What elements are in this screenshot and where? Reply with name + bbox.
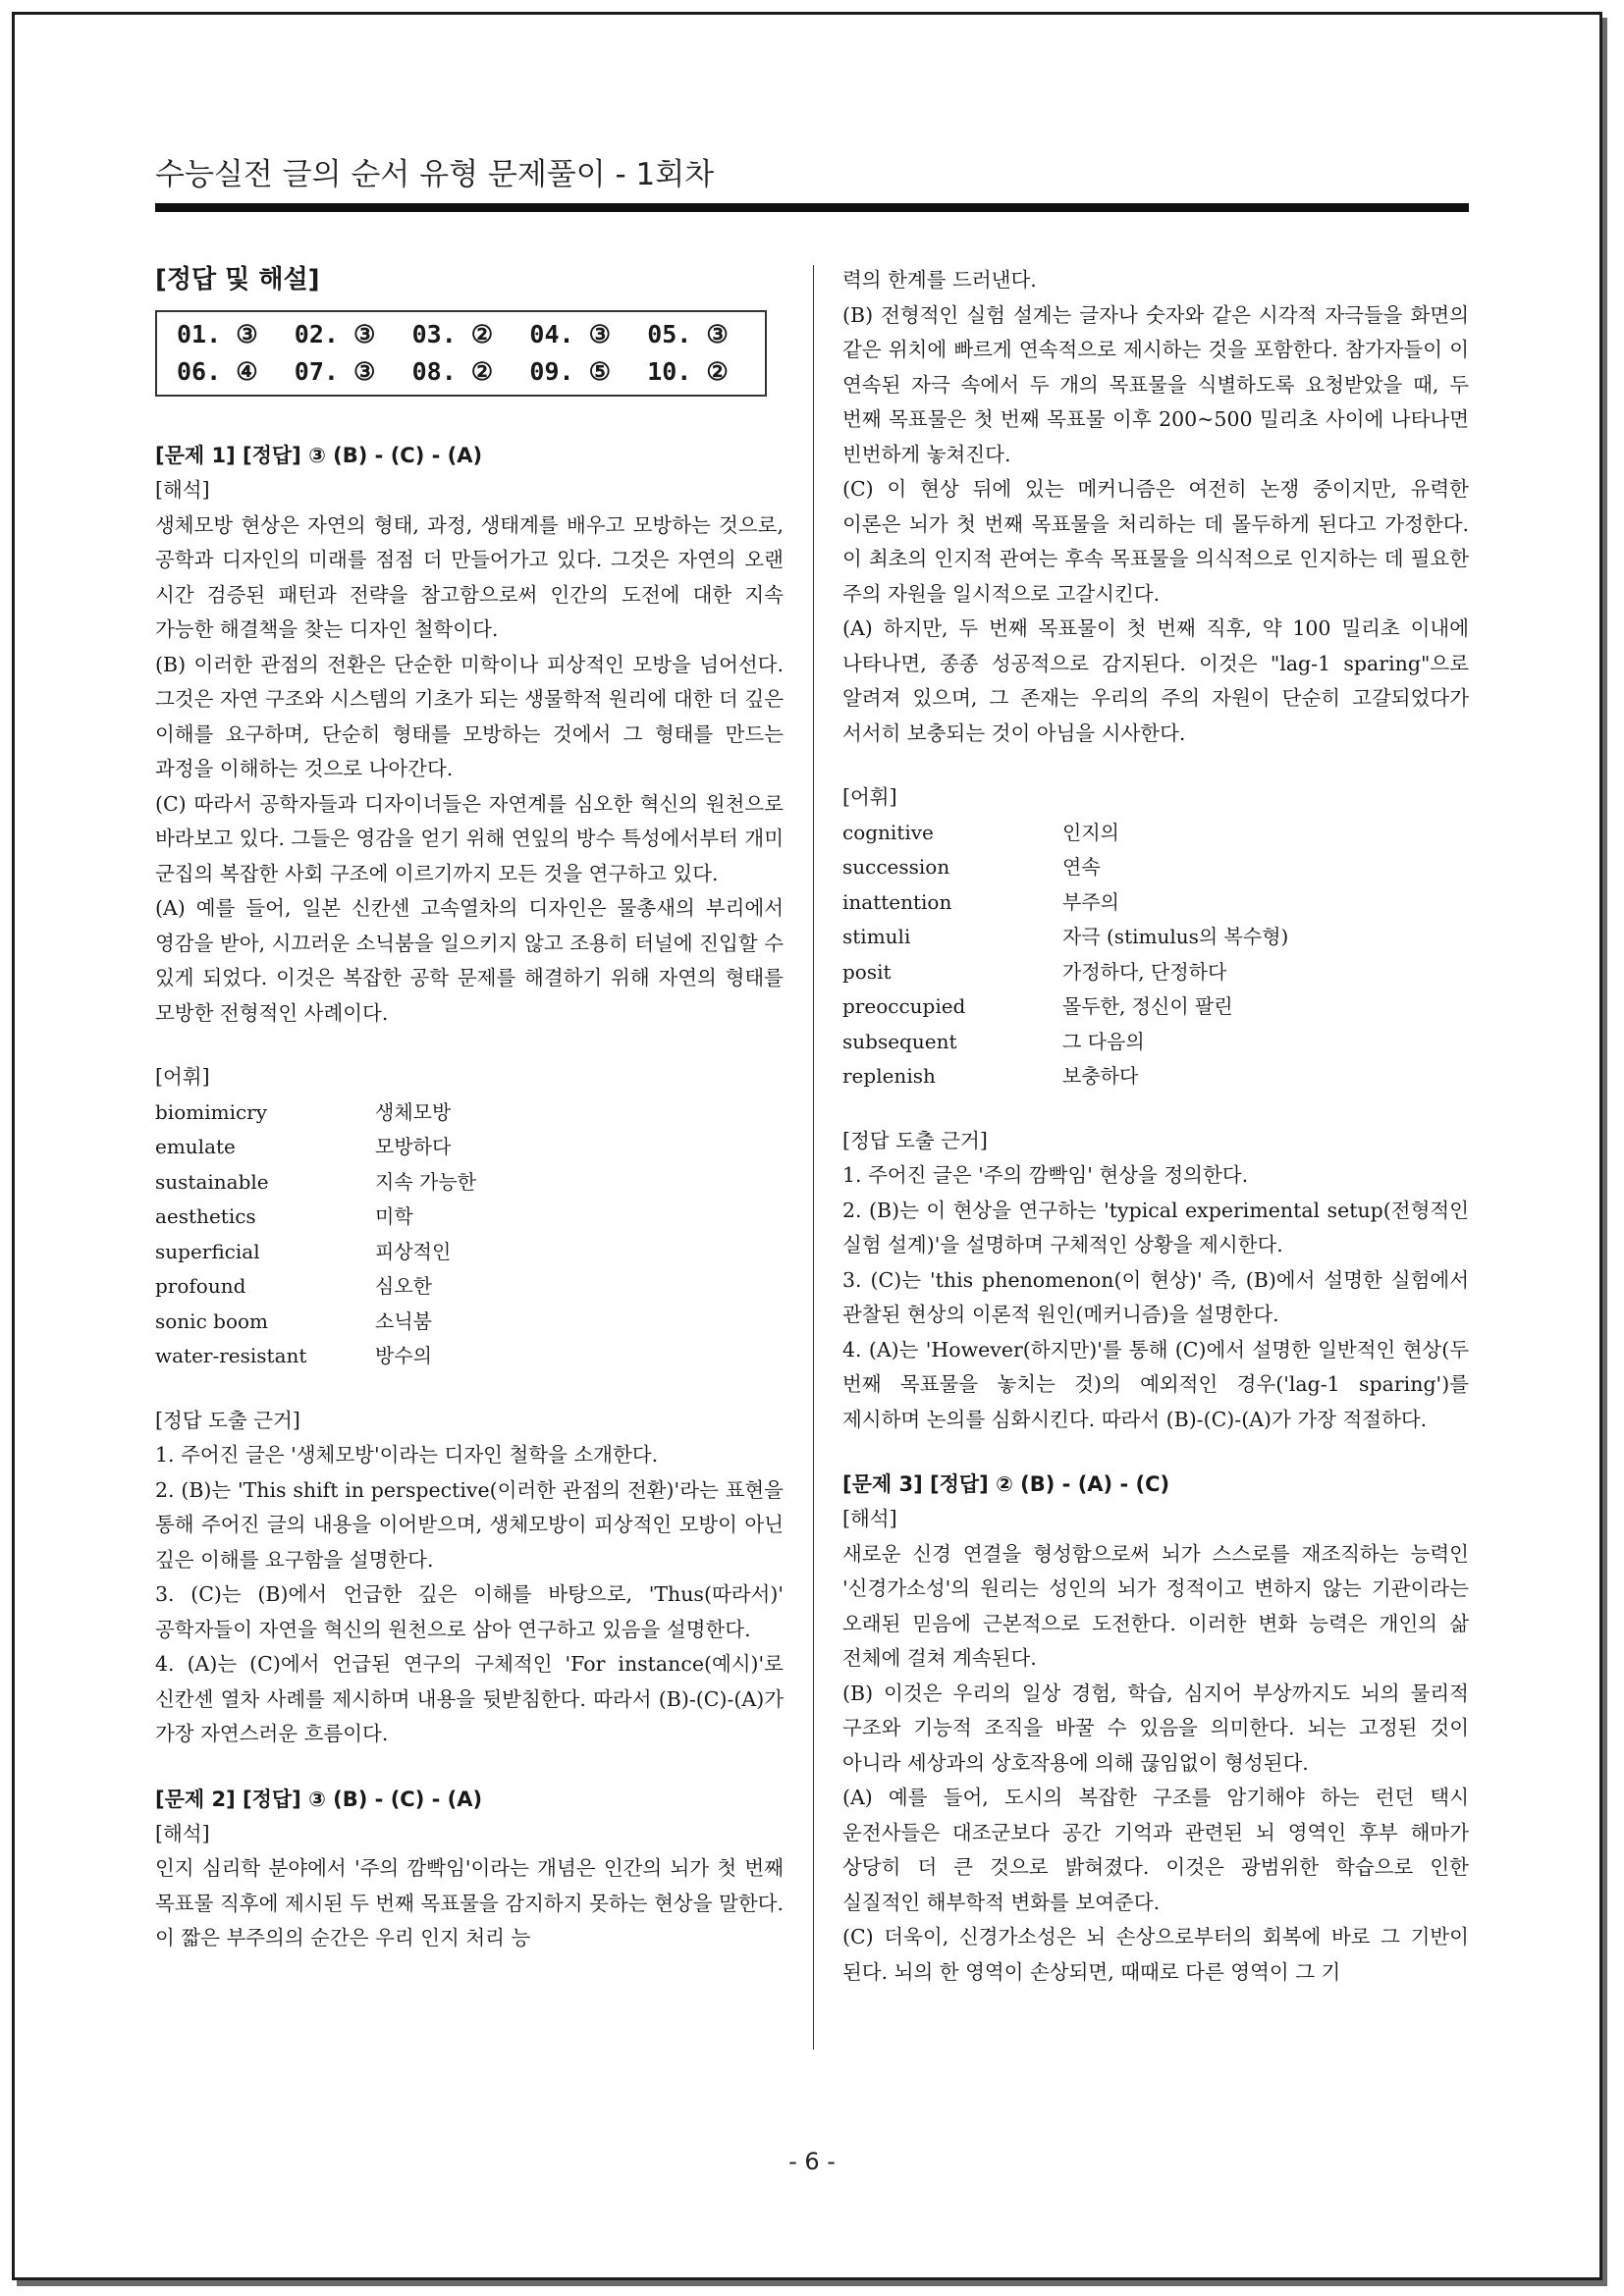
left-column (155, 263, 784, 1956)
vocab-row (155, 1305, 784, 1340)
vocab-meaning: 미학 (375, 1204, 413, 1228)
answer-cell: 04. ③ (529, 320, 612, 348)
vocab-meaning: 가정하다, 단정하다 (1062, 959, 1227, 984)
vocab-meaning: 생체모방 (375, 1099, 452, 1124)
vocab-term: posit (842, 959, 892, 984)
vocab-meaning: 방수의 (375, 1344, 432, 1367)
answer-row (177, 316, 765, 353)
vocab-meaning: 소닉붐 (375, 1308, 432, 1333)
question-3-title: [문제 3] [정답] ② (B) - (A) - (C) (842, 1472, 1170, 1496)
interpretation-label: [해석] (155, 1821, 210, 1845)
vocab-row (155, 1130, 784, 1165)
vocab-meaning: 그 다음의 (1062, 1029, 1145, 1053)
vocab-row (155, 1095, 784, 1131)
q2-rationale-4: 4. (A)는 'However(하지만)'를 통해 (C)에서 설명한 일반적인 현상(두 번째 목표물을 놓치는 것)의 예외적인 경우('lag-1 sparing')를 제시하며 논의를 심화시킨다. 따라서 (B)-(C)-(A)가 가장 적절하다. (842, 1337, 1469, 1431)
answer-cell: 02. ③ (294, 320, 376, 348)
vocab-row (842, 920, 1469, 955)
vocab-label: [어휘] (155, 1065, 210, 1089)
q2-rationale-2: 2. (B)는 이 현상을 연구하는 'typical experimental setup(전형적인 실험 설계)'을 설명하며 구체적인 상황을 제시한다. (842, 1198, 1469, 1256)
q2-vocab-list (842, 816, 1469, 1095)
vocab-row (155, 1200, 784, 1235)
answer-cell: 01. ③ (177, 320, 258, 348)
vocab-term: profound (155, 1274, 246, 1298)
question-2-title: [문제 2] [정답] ③ (B) - (C) - (A) (155, 1787, 483, 1811)
vocab-meaning: 몰두한, 정신이 팔린 (1062, 994, 1233, 1018)
q2-paragraph-a: (A) 하지만, 두 번째 목표물이 첫 번째 직후, 약 100 밀리초 이내에 나타나면, 종종 성공적으로 감지된다. 이것은 "lag-1 sparing"으로 알려져 있으며, 그 존재는 우리의 주의 자원이 단순히 고갈되었다가 서서히 보충되는 것이 아님을 시사한다. (842, 616, 1469, 745)
answer-key-heading: [정답 및 해설] (155, 265, 320, 294)
vocab-row (155, 1269, 784, 1305)
vocab-row (155, 1339, 784, 1374)
vocab-meaning: 피상적인 (375, 1239, 452, 1263)
vocab-label: [어휘] (842, 785, 897, 809)
vocab-term: superficial (155, 1239, 260, 1263)
q1-paragraph-intro: 생체모방 현상은 자연의 형태, 과정, 생태계를 배우고 모방하는 것으로, 공학과 디자인의 미래를 점점 더 만들어가고 있다. 그것은 자연의 오랜 시간 검증된 패턴과 전략을 참고함으로써 인간의 도전에 대한 지속 가능한 해결책을 찾는 디자인 철학이다. (155, 512, 784, 641)
vocab-row (155, 1165, 784, 1201)
q2-paragraph-c: (C) 이 현상 뒤에 있는 메커니즘은 여전히 논쟁 중이지만, 유력한 이론은 뇌가 첫 번째 목표물을 처리하는 데 몰두하게 된다고 가정한다. 이 최초의 인지적 관여는 후속 목표물을 의식적으로 인지하는 데 필요한 주의 자원을 일시적으로 고갈시킨다. (842, 477, 1469, 606)
vocab-term: inattention (842, 889, 952, 914)
answer-cell: 05. ③ (647, 320, 729, 348)
q2-paragraph-intro: 인지 심리학 분야에서 '주의 깜빡임'이라는 개념은 인간의 뇌가 첫 번째 목표물 직후에 제시된 두 번째 목표물을 감지하지 못하는 현상을 말한다. 이 짧은 부주의의 순간은 우리 인지 처리 능 (155, 1856, 784, 1949)
page-title: 수능실전 글의 순서 유형 문제풀이 - 1회차 (155, 157, 715, 192)
vocab-row (842, 850, 1469, 885)
vocab-meaning: 지속 가능한 (375, 1169, 476, 1194)
answer-cell: 03. ② (411, 320, 494, 348)
vocab-meaning: 심오한 (375, 1274, 432, 1298)
interpretation-label: [해석] (155, 478, 210, 502)
q1-paragraph-c: (C) 따라서 공학자들과 디자이너들은 자연계를 심오한 혁신의 원천으로 바라보고 있다. 그들은 영감을 얻기 위해 연잎의 방수 특성에서부터 개미 군집의 복잡한 사회 구조에 이르기까지 모든 것을 연구하고 있다. (155, 791, 784, 885)
answer-cell: 09. ⑤ (529, 357, 612, 386)
q3-paragraph-c: (C) 더욱이, 신경가소성은 뇌 손상으로부터의 회복에 바로 그 기반이 된다. 뇌의 한 영역이 손상되면, 때때로 다른 영역이 그 기 (842, 1925, 1469, 1984)
rationale-label: [정답 도출 근거] (155, 1408, 300, 1432)
vocab-row (842, 989, 1469, 1025)
vocab-row (842, 885, 1469, 921)
rationale-label: [정답 도출 근거] (842, 1128, 988, 1152)
vocab-meaning: 연속 (1062, 855, 1101, 879)
q1-vocab-list (155, 1095, 784, 1374)
answer-key-box (155, 310, 767, 397)
vocab-term: biomimicry (155, 1099, 268, 1124)
vocab-row (842, 1059, 1469, 1095)
vocab-row (155, 1235, 784, 1270)
q2-rationale-3: 3. (C)는 'this phenomenon(이 현상)' 즉, (B)에서 설명한 실험에서 관찰된 현상의 이론적 원인(메커니즘)을 설명한다. (842, 1267, 1469, 1326)
q1-rationale-4: 4. (A)는 (C)에서 언급된 연구의 구체적인 'For instance(예시)'로 신칸센 열차 사례를 제시하며 내용을 뒷받침한다. 따라서 (B)-(C)-(A)가 가장 자연스러운 흐름이다. (155, 1652, 784, 1745)
interpretation-label: [해석] (842, 1507, 897, 1530)
vocab-term: emulate (155, 1135, 236, 1158)
answer-cell: 07. ③ (294, 357, 376, 386)
q2-paragraph-intro-continued: 력의 한계를 드러낸다. (842, 268, 1037, 292)
q1-paragraph-a: (A) 예를 들어, 일본 신칸센 고속열차의 디자인은 물총새의 부리에서 영감을 받아, 시끄러운 소닉붐을 일으키지 않고 조용히 터널에 진입할 수 있게 되었다. 이것은 복잡한 공학 문제를 해결하기 위해 자연의 형태를 모방한 전형적인 사례이다. (155, 896, 784, 1025)
q3-paragraph-b: (B) 이것은 우리의 일상 경험, 학습, 심지어 부상까지도 뇌의 물리적 구조와 기능적 조직을 바꿀 수 있음을 의미한다. 뇌는 고정된 것이 아니라 세상과의 상호작용에 의해 끊임없이 형성된다. (842, 1681, 1469, 1775)
vocab-row (842, 1025, 1469, 1060)
q1-rationale-3: 3. (C)는 (B)에서 언급한 깊은 이해를 바탕으로, 'Thus(따라서)' 공학자들이 자연을 혁신의 원천으로 삼아 연구하고 있음을 설명한다. (155, 1582, 784, 1641)
q3-paragraph-intro: 새로운 신경 연결을 형성함으로써 뇌가 스스로를 재조직하는 능력인 '신경가소성'의 원리는 성인의 뇌가 정적이고 변하지 않는 기관이라는 오래된 믿음에 근본적으로 도전한다. 이러한 변화 능력은 개인의 삶 전체에 걸쳐 계속된다. (842, 1541, 1469, 1670)
answer-cell: 10. ② (647, 357, 729, 386)
q2-paragraph-b: (B) 전형적인 실험 설계는 글자나 숫자와 같은 시각적 자극들을 화면의 같은 위치에 빠르게 연속적으로 제시하는 것을 포함한다. 참가자들이 이 연속된 자극 속에서 두 개의 목표물을 식별하도록 요청받았을 때, 두 번째 목표물은 첫 번째 목표물 이후 200~500 밀리초 사이에 나타나면 빈번하게 놓쳐진다. (842, 302, 1469, 466)
vocab-term: aesthetics (155, 1204, 256, 1228)
vocab-row (842, 955, 1469, 990)
vocab-term: stimuli (842, 925, 911, 948)
q1-paragraph-b: (B) 이러한 관점의 전환은 단순한 미학이나 피상적인 모방을 넘어선다. 그것은 자연 구조와 시스템의 기초가 되는 생물학적 원리에 대한 더 깊은 이해를 요구하며, 단순히 형태를 모방하는 것에서 그 형태를 만드는 과정을 이해하는 것으로 나아간다. (155, 652, 784, 780)
vocab-term: cognitive (842, 820, 934, 844)
vocab-term: sonic boom (155, 1308, 268, 1333)
vocab-meaning: 자극 (stimulus의 복수형) (1062, 925, 1289, 948)
question-1-title: [문제 1] [정답] ③ (B) - (C) - (A) (155, 444, 483, 467)
vocab-meaning: 모방하다 (375, 1135, 452, 1158)
vocab-term: subsequent (842, 1029, 957, 1053)
vocab-term: replenish (842, 1064, 936, 1088)
answer-cell: 08. ② (411, 357, 494, 386)
vocab-meaning: 보충하다 (1062, 1064, 1139, 1088)
answer-row (177, 353, 765, 391)
vocab-term: water-resistant (155, 1344, 307, 1367)
answer-cell: 06. ④ (177, 357, 258, 386)
q2-rationale-1: 1. 주어진 글은 '주의 깜빡임' 현상을 정의한다. (842, 1163, 1249, 1187)
vocab-row (842, 816, 1469, 851)
q1-rationale-2: 2. (B)는 'This shift in perspective(이러한 관점의 전환)'라는 표현을 통해 주어진 글의 내용을 이어받으며, 생체모방이 피상적인 모방이 아닌 깊은 이해를 요구함을 설명한다. (155, 1477, 784, 1572)
header-rule (155, 203, 1469, 212)
q1-rationale-1: 1. 주어진 글은 '생체모방'이라는 디자인 철학을 소개한다. (155, 1443, 659, 1467)
vocab-term: sustainable (155, 1169, 269, 1194)
page-number: - 6 - (788, 2148, 836, 2175)
right-column (842, 263, 1469, 1990)
q3-paragraph-a: (A) 예를 들어, 도시의 복잡한 구조를 암기해야 하는 런던 택시 운전사들은 대조군보다 공간 기억과 관련된 뇌 영역인 후부 해마가 상당히 더 큰 것으로 밝혀졌다. 이것은 광범위한 학습으로 인한 실질적인 해부학적 변화를 보여준다. (842, 1786, 1469, 1914)
vocab-term: succession (842, 855, 950, 879)
column-divider (813, 265, 814, 2050)
vocab-meaning: 부주의 (1062, 889, 1119, 914)
vocab-term: preoccupied (842, 994, 966, 1018)
vocab-meaning: 인지의 (1062, 820, 1119, 844)
